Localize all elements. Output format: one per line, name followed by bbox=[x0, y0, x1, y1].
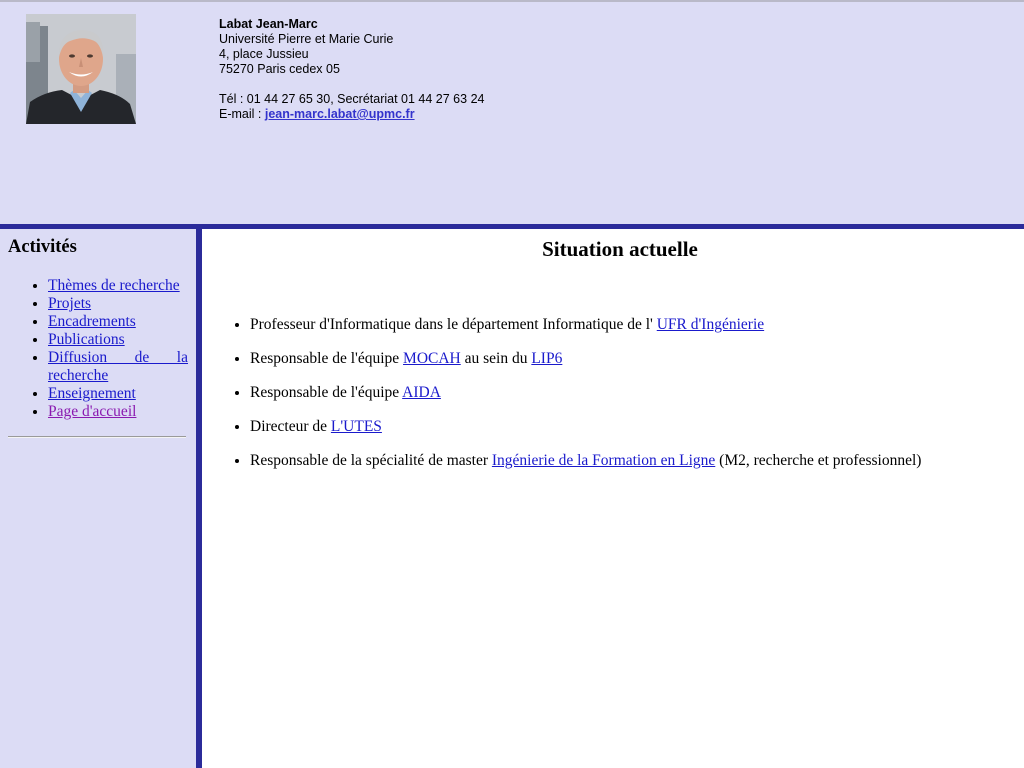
header bbox=[0, 2, 1024, 224]
page-title: Situation actuelle bbox=[542, 237, 698, 261]
mocah-link[interactable]: MOCAH bbox=[403, 350, 461, 367]
position-text: Responsable de l'équipe bbox=[250, 384, 403, 401]
position-item bbox=[250, 384, 921, 402]
position-list bbox=[230, 316, 921, 486]
formation-en-ligne-link[interactable]: Ingénierie de la Formation en Ligne bbox=[491, 452, 716, 469]
sidebar-link-home[interactable]: Page d'accueil bbox=[48, 403, 137, 420]
email-link[interactable]: jean-marc.labat@upmc.fr bbox=[264, 107, 415, 121]
utes-link[interactable]: L'UTES bbox=[330, 418, 382, 435]
street-address: 4, place Jussieu bbox=[219, 47, 309, 61]
sidebar-link-teaching[interactable]: Enseignement bbox=[48, 385, 136, 402]
sidebar-item-dissemination bbox=[48, 349, 188, 385]
sidebar bbox=[0, 229, 196, 768]
position-item bbox=[250, 316, 921, 334]
sidebar-link-supervision[interactable]: Encadrements bbox=[48, 313, 136, 330]
portrait-image bbox=[26, 14, 136, 124]
sidebar-link-publications[interactable]: Publications bbox=[48, 331, 125, 348]
sidebar-link-dissemination[interactable]: Diffusion de la recherche bbox=[48, 349, 188, 384]
sidebar-title: Activités bbox=[8, 237, 77, 257]
email-line bbox=[219, 107, 484, 122]
position-text: au sein du bbox=[460, 350, 532, 367]
sidebar-menu bbox=[8, 277, 188, 421]
sidebar-divider bbox=[8, 436, 186, 438]
sidebar-link-themes[interactable]: Thèmes de recherche bbox=[48, 277, 180, 294]
position-item bbox=[250, 452, 921, 470]
position-item bbox=[250, 418, 921, 436]
sidebar-item-home bbox=[48, 403, 188, 421]
contact-info bbox=[219, 17, 484, 122]
phone-line: Tél : 01 44 27 65 30, Secrétariat 01 44 27 63 24 bbox=[219, 92, 485, 106]
spacer bbox=[219, 77, 484, 92]
position-text: Responsable de l'équipe bbox=[250, 350, 404, 367]
main-content bbox=[202, 229, 1024, 768]
sidebar-item-projects bbox=[48, 295, 188, 313]
sidebar-item-teaching bbox=[48, 385, 188, 403]
sidebar-item-supervision bbox=[48, 313, 188, 331]
email-label: E-mail : bbox=[219, 107, 265, 121]
sidebar-link-projects[interactable]: Projets bbox=[48, 295, 92, 312]
position-item bbox=[250, 350, 921, 368]
institution: Université Pierre et Marie Curie bbox=[219, 32, 394, 46]
position-text: Responsable de la spécialité de master bbox=[250, 452, 492, 469]
city-address: 75270 Paris cedex 05 bbox=[219, 62, 340, 76]
sidebar-item-publications bbox=[48, 331, 188, 349]
ufr-ingenierie-link[interactable]: UFR d'Ingénierie bbox=[656, 316, 765, 333]
position-text: (M2, recherche et professionnel) bbox=[715, 452, 922, 469]
person-name: Labat Jean-Marc bbox=[219, 17, 318, 31]
position-text: Directeur de bbox=[250, 418, 331, 435]
lip6-link[interactable]: LIP6 bbox=[531, 350, 563, 367]
sidebar-item-themes bbox=[48, 277, 188, 295]
aida-link[interactable]: AIDA bbox=[402, 384, 441, 401]
portrait-photo bbox=[26, 14, 136, 124]
position-text: Professeur d'Informatique dans le département Informatique de l' bbox=[250, 316, 657, 333]
